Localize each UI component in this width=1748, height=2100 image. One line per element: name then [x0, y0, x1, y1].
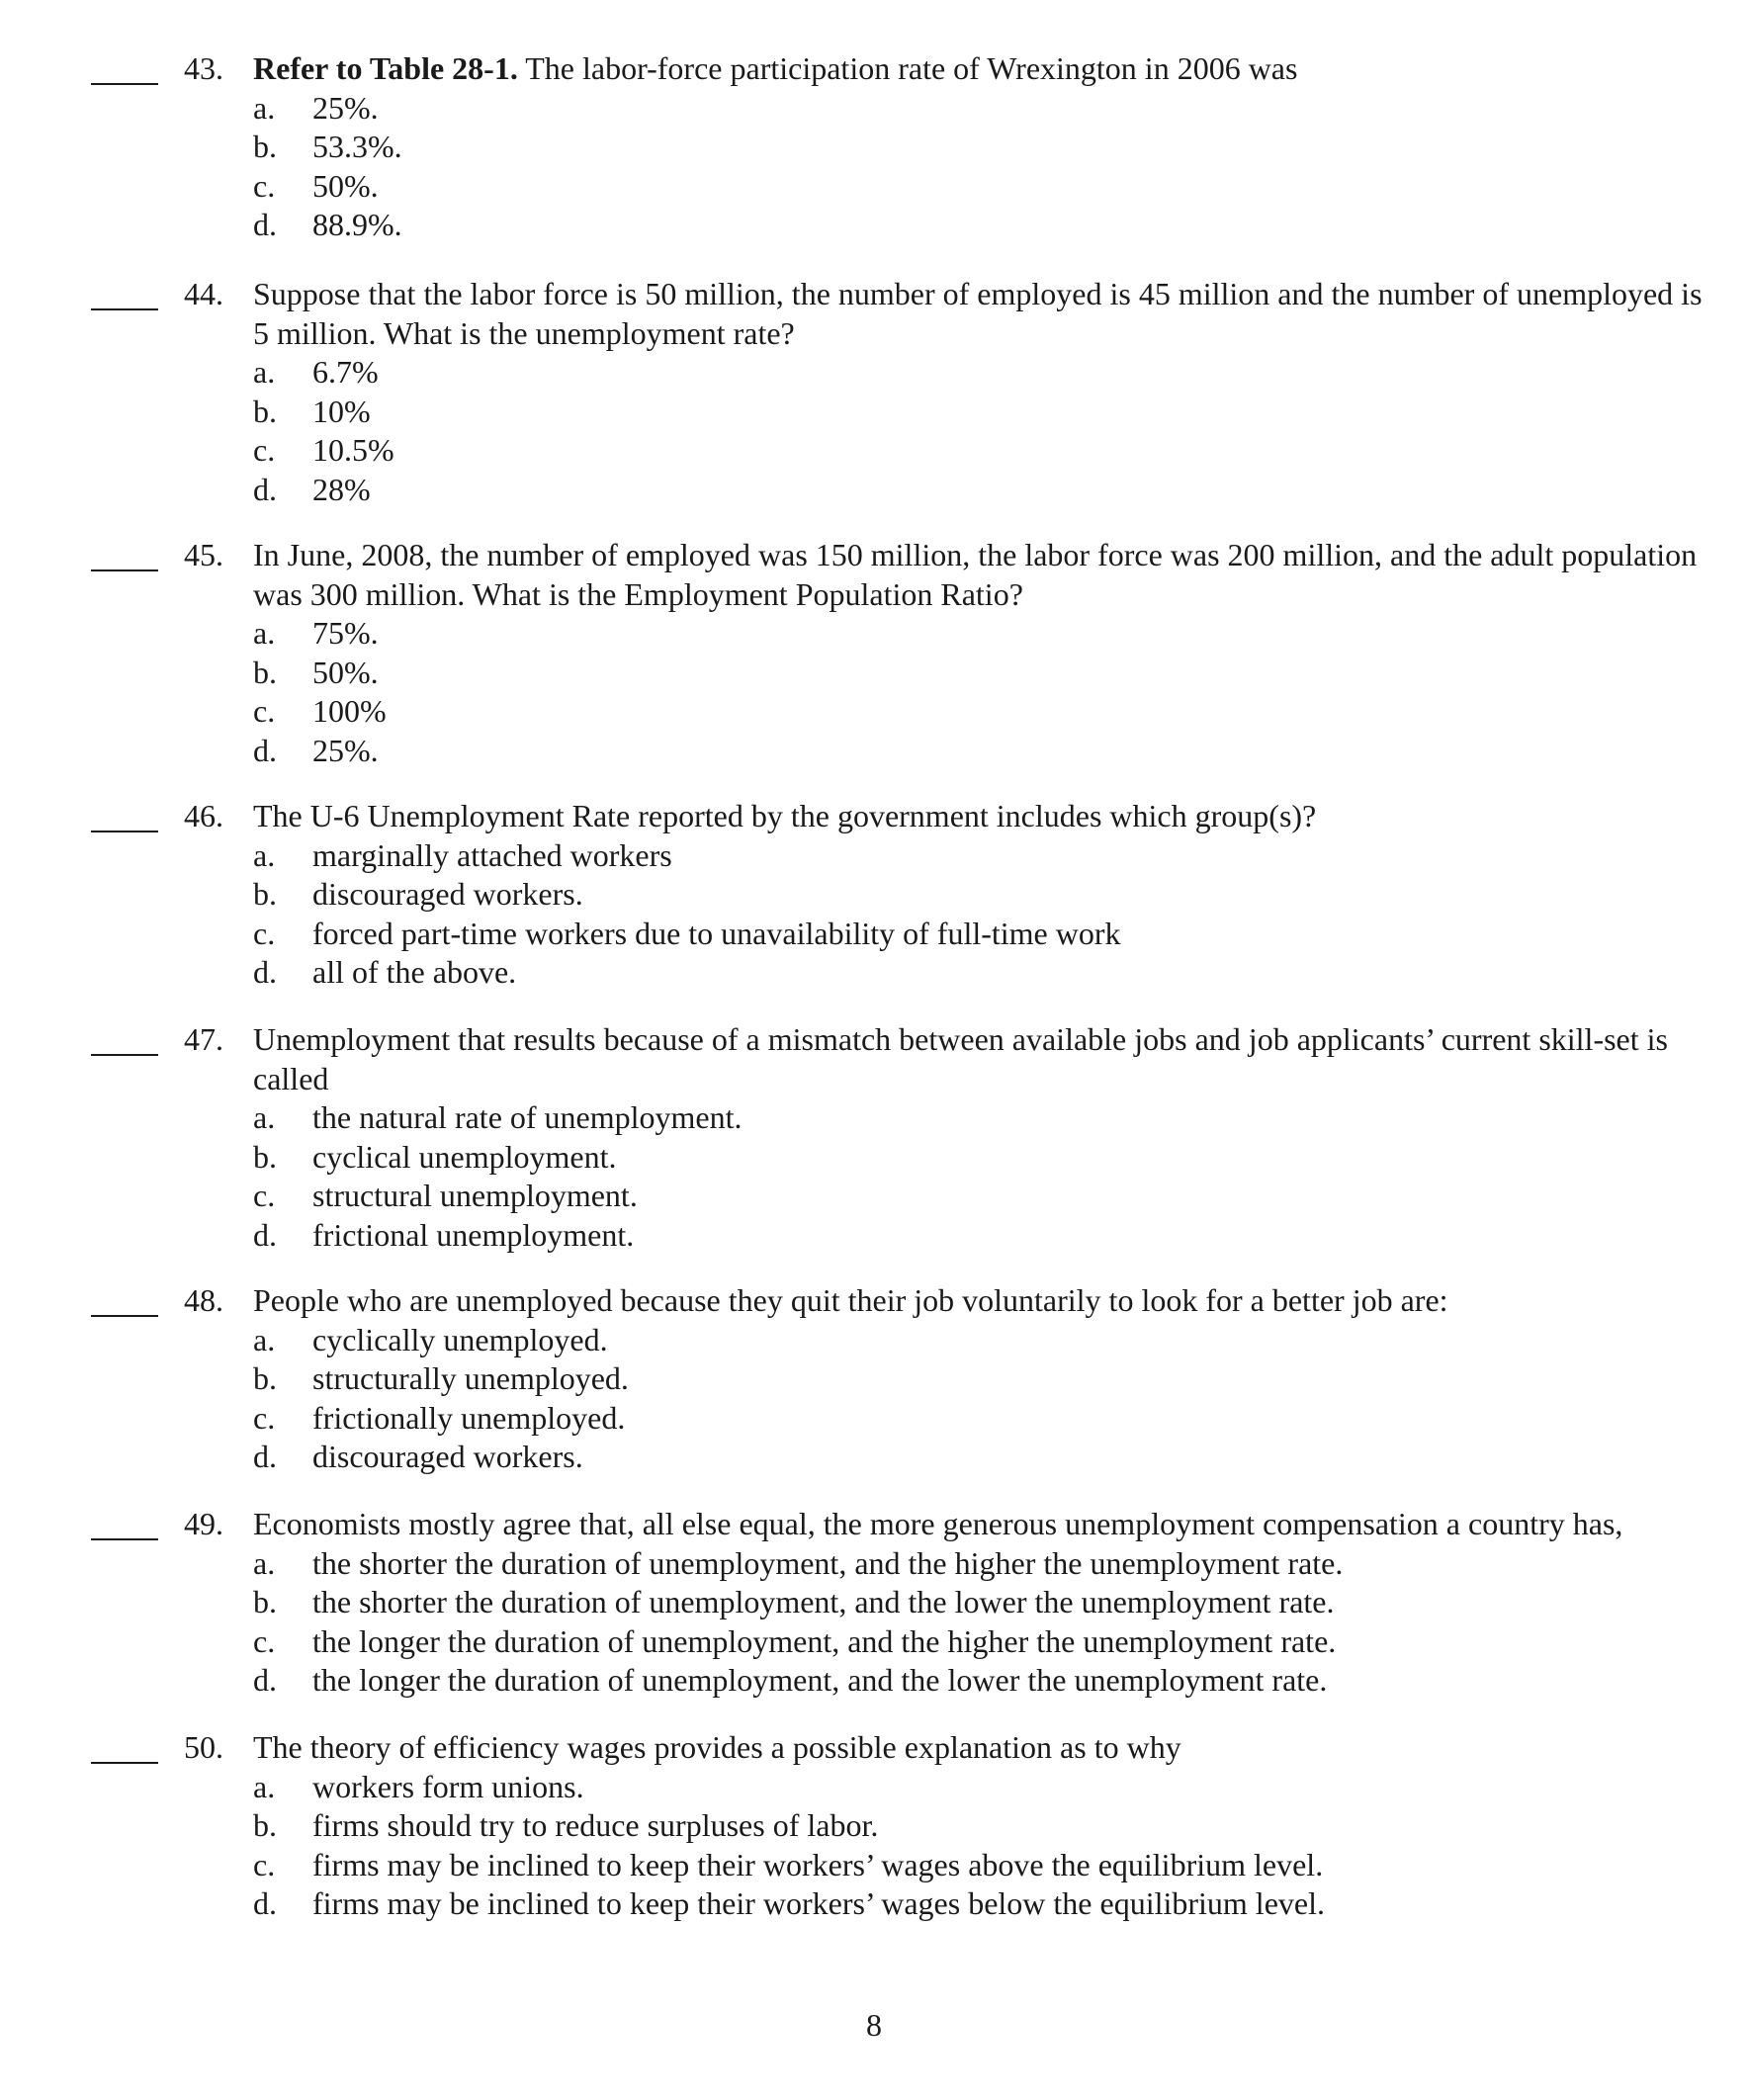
- option-a: [253, 89, 1716, 129]
- option-letter: d.: [253, 471, 277, 507]
- answer-blank[interactable]: [91, 1315, 158, 1317]
- option-letter: c.: [253, 1622, 276, 1659]
- option-letter: c.: [253, 1846, 276, 1882]
- question-number: 43.: [184, 50, 223, 86]
- option-text: 25%.: [312, 89, 379, 126]
- option-a: [253, 1544, 1716, 1584]
- option-b: [253, 1583, 1716, 1622]
- option-text: discouraged workers.: [312, 1439, 583, 1474]
- option-text: marginally attached workers: [312, 836, 672, 873]
- question-number: 46.: [184, 798, 223, 833]
- option-letter: b.: [253, 1360, 277, 1396]
- options-list: [253, 89, 1716, 245]
- option-letter: a.: [253, 615, 276, 651]
- question-number: 47.: [184, 1021, 223, 1057]
- option-c: [253, 1399, 1716, 1439]
- option-a: [253, 1768, 1716, 1807]
- option-text: 25%.: [312, 732, 379, 768]
- option-text: cyclical unemployment.: [312, 1138, 617, 1175]
- answer-blank[interactable]: [91, 308, 158, 310]
- option-text: structurally unemployed.: [312, 1360, 629, 1396]
- options-list: [253, 353, 1716, 509]
- option-d: [253, 471, 1716, 510]
- option-letter: d.: [253, 954, 277, 990]
- option-b: [253, 128, 1716, 167]
- option-text: 50%.: [312, 167, 379, 204]
- option-a: [253, 1098, 1716, 1138]
- option-d: [253, 206, 1716, 245]
- option-c: [253, 1177, 1716, 1216]
- question-text: The theory of efficiency wages provides a possible explanation as to why: [253, 1729, 1181, 1765]
- answer-blank[interactable]: [91, 83, 158, 85]
- option-letter: c.: [253, 1178, 276, 1213]
- option-a: [253, 1321, 1716, 1360]
- answer-blank[interactable]: [91, 831, 158, 832]
- option-c: [253, 167, 1716, 207]
- option-a: [253, 614, 1716, 654]
- option-text: 53.3%.: [312, 129, 402, 164]
- option-letter: b.: [253, 654, 277, 690]
- option-text: 6.7%: [312, 354, 379, 390]
- question-number: 50.: [184, 1729, 223, 1765]
- option-letter: b.: [253, 1807, 277, 1843]
- option-c: [253, 915, 1716, 954]
- option-text: firms may be inclined to keep their workers’ wages above the equilibrium level.: [312, 1846, 1324, 1882]
- option-letter: d.: [253, 1216, 277, 1253]
- question-number: 45.: [184, 537, 223, 572]
- option-text: the longer the duration of unemployment, and the higher the unemployment rate.: [312, 1622, 1337, 1659]
- options-list: [253, 1544, 1716, 1701]
- question-text: Economists mostly agree that, all else equal, the more generous unemployment compensation a country has,: [253, 1506, 1623, 1541]
- question-text-body: The labor-force participation rate of Wrexington in 2006 was: [517, 50, 1298, 86]
- option-d: [253, 1884, 1716, 1924]
- option-text: forced part-time workers due to unavailability of full-time work: [312, 915, 1121, 951]
- option-letter: d.: [253, 732, 277, 768]
- option-text: workers form unions.: [312, 1768, 584, 1804]
- option-text: the longer the duration of unemployment, and the lower the unemployment rate.: [312, 1662, 1328, 1698]
- option-b: [253, 1359, 1716, 1399]
- option-letter: a.: [253, 1544, 276, 1581]
- option-b: [253, 1806, 1716, 1846]
- option-letter: d.: [253, 1885, 277, 1921]
- option-b: [253, 393, 1716, 432]
- option-letter: a.: [253, 1768, 276, 1804]
- answer-blank[interactable]: [91, 1054, 158, 1056]
- option-text: 88.9%.: [312, 207, 402, 242]
- option-letter: c.: [253, 432, 276, 468]
- option-text: the shorter the duration of unemployment, and the higher the unemployment rate.: [312, 1544, 1344, 1581]
- option-text: 10.5%: [312, 432, 394, 468]
- option-text: 28%: [312, 471, 371, 507]
- options-list: [253, 836, 1716, 993]
- option-d: [253, 953, 1716, 993]
- option-text: 75%.: [312, 615, 379, 651]
- option-letter: c.: [253, 1399, 276, 1436]
- question-text: Suppose that the labor force is 50 million, the number of employed is 45 million and the number of unemployed is 5 million. What is the unemployment rate?: [253, 276, 1703, 351]
- option-c: [253, 1622, 1716, 1662]
- option-text: the natural rate of unemployment.: [312, 1099, 743, 1135]
- answer-blank[interactable]: [91, 569, 158, 571]
- option-letter: c.: [253, 167, 276, 204]
- option-letter: a.: [253, 1099, 276, 1135]
- answer-blank[interactable]: [91, 1762, 158, 1764]
- options-list: [253, 1768, 1716, 1924]
- options-list: [253, 1098, 1716, 1255]
- options-list: [253, 1321, 1716, 1477]
- option-text: 50%.: [312, 654, 379, 690]
- option-c: [253, 692, 1716, 732]
- option-d: [253, 1661, 1716, 1701]
- option-text: firms may be inclined to keep their workers’ wages below the equilibrium level.: [312, 1885, 1325, 1921]
- option-a: [253, 353, 1716, 393]
- option-letter: c.: [253, 693, 276, 729]
- option-letter: b.: [253, 1138, 277, 1175]
- option-text: frictional unemployment.: [312, 1216, 635, 1253]
- option-text: structural unemployment.: [312, 1178, 638, 1213]
- option-text: firms should try to reduce surpluses of labor.: [312, 1807, 879, 1843]
- option-letter: d.: [253, 207, 277, 242]
- option-letter: a.: [253, 836, 276, 873]
- question-number: 44.: [184, 276, 223, 311]
- option-letter: a.: [253, 1321, 276, 1357]
- option-b: [253, 1138, 1716, 1178]
- option-d: [253, 732, 1716, 771]
- option-text: the shorter the duration of unemployment, and the lower the unemployment rate.: [312, 1584, 1335, 1619]
- question-text: [253, 49, 1716, 89]
- option-letter: b.: [253, 129, 277, 164]
- option-letter: d.: [253, 1662, 277, 1698]
- option-letter: a.: [253, 89, 276, 126]
- question-reference: Refer to Table 28-1.: [253, 50, 518, 86]
- options-list: [253, 614, 1716, 770]
- option-letter: b.: [253, 1584, 277, 1619]
- option-d: [253, 1216, 1716, 1256]
- option-letter: c.: [253, 915, 276, 951]
- option-text: frictionally unemployed.: [312, 1399, 626, 1436]
- option-letter: a.: [253, 354, 276, 390]
- question-text: People who are unemployed because they quit their job voluntarily to look for a better job are:: [253, 1282, 1448, 1318]
- answer-blank[interactable]: [91, 1538, 158, 1540]
- question-number: 49.: [184, 1506, 223, 1541]
- option-text: 100%: [312, 693, 387, 729]
- question-text: The U-6 Unemployment Rate reported by the government includes which group(s)?: [253, 798, 1317, 833]
- question-text: Unemployment that results because of a mismatch between available jobs and job applicants’ current skill-set is called: [253, 1021, 1668, 1096]
- option-text: 10%: [312, 393, 371, 429]
- option-b: [253, 875, 1716, 915]
- option-letter: b.: [253, 876, 277, 912]
- option-text: discouraged workers.: [312, 876, 583, 912]
- option-letter: b.: [253, 393, 277, 429]
- option-a: [253, 836, 1716, 876]
- question-text: In June, 2008, the number of employed was 150 million, the labor force was 200 million, and the adult population was 300 million. What is the Employment Population Ratio?: [253, 537, 1698, 612]
- option-letter: d.: [253, 1439, 277, 1474]
- option-c: [253, 1846, 1716, 1885]
- option-text: all of the above.: [312, 954, 517, 990]
- page-number: 8: [866, 2007, 882, 2043]
- option-c: [253, 431, 1716, 471]
- option-d: [253, 1438, 1716, 1477]
- option-b: [253, 654, 1716, 693]
- question-number: 48.: [184, 1282, 223, 1318]
- option-text: cyclically unemployed.: [312, 1321, 608, 1357]
